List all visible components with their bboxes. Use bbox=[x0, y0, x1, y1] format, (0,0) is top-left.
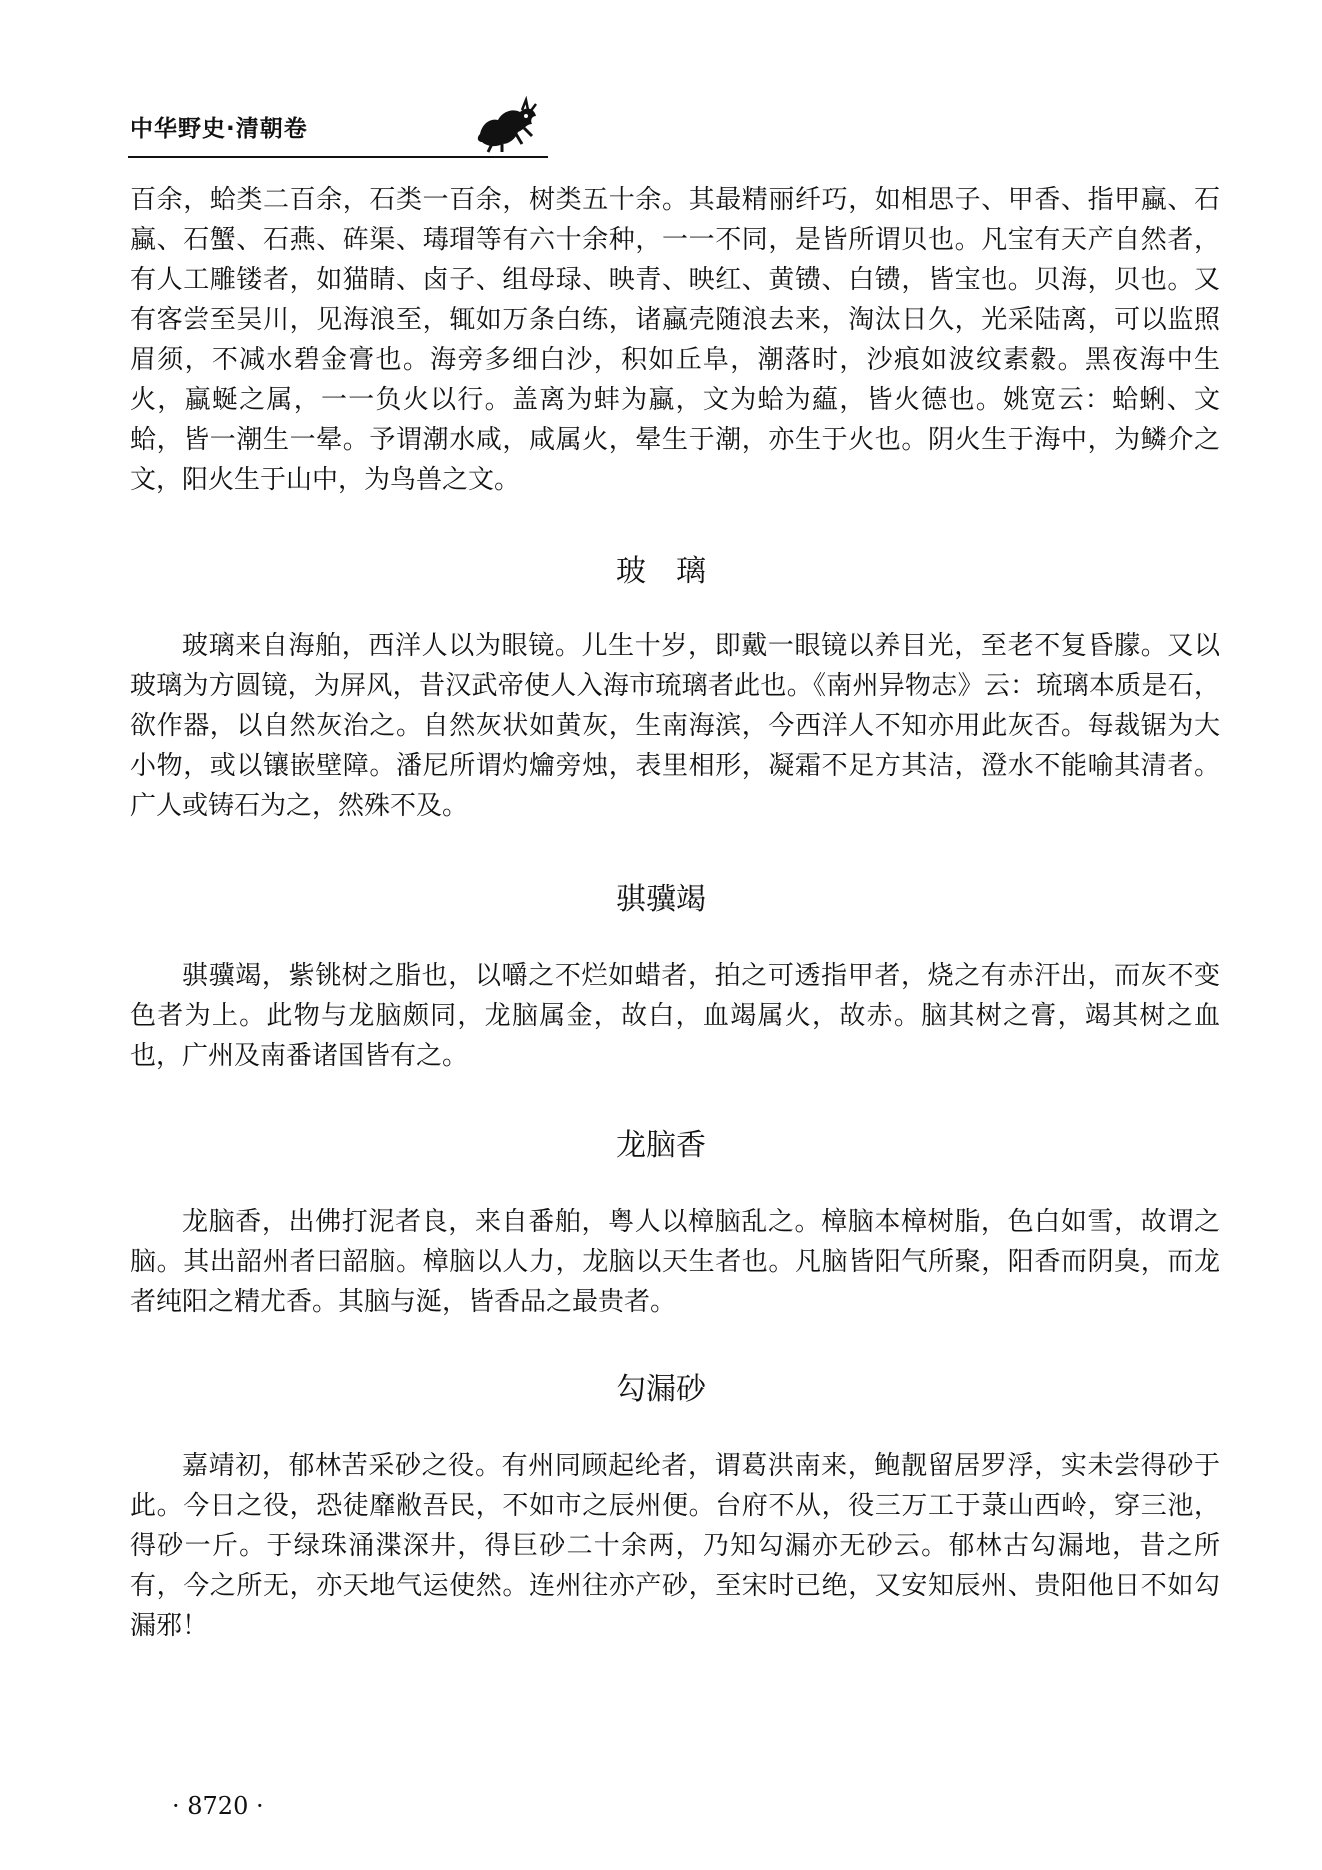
section-title-glass: 玻 璃 bbox=[616, 554, 706, 589]
section-text-dragons-blood: 骐骥竭，紫铫树之脂也，以嚼之不烂如蜡者，拍之可透指甲者，烧之有赤汗出，而灰不变色者为上。此物与龙脑颇同，龙脑属金，故白，血竭属火，故赤。脑其树之膏，竭其树之血也，广州及南番诸国皆有之。 bbox=[130, 961, 1220, 1071]
section-title-dragons-blood: 骐骥竭 bbox=[616, 882, 706, 917]
book-title: 中华野史·清朝卷 bbox=[130, 116, 308, 142]
section-text-borneol: 龙脑香，出佛打泥者良，来自番舶，粤人以樟脑乱之。樟脑本樟树脂，色白如雪，故谓之脑。其出韶州者曰韶脑。樟脑以人力，龙脑以天生者也。凡脑皆阳气所聚，阳香而阴臭，而龙者纯阳之精尤香。其脑与涎，皆香品之最贵者。 bbox=[130, 1207, 1220, 1317]
section-title-goulou-cinnabar: 勾漏砂 bbox=[616, 1372, 706, 1407]
intro-paragraph: 百余，蛤类二百余，石类一百余，树类五十余。其最精丽纤巧，如相思子、甲香、指甲蠃、石蠃、石蟹、石燕、砗渠、瑇瑁等有六十余种，一一不同，是皆所谓贝也。凡宝有天产自然者，有人工雕镂者，如猫睛、卤子、组母琭、映青、映红、黄镄、白镄，皆宝也。贝海，贝也。又有客尝至吴川，见海浪至，辄如万条白练，诸蠃壳随浪去来，淘汰日久，光采陆离，可以监照眉须，不减水碧金膏也。海旁多细白沙，积如丘阜，潮落时，沙痕如波纹素縠。黑夜海中生火，蠃蜒之属，一一负火以行。盖离为蚌为蠃，文为蛤为藴，皆火德也。姚宽云：蛤蜊、文蛤，皆一潮生一晕。予谓潮水咸，咸属火，晕生于潮，亦生于火也。阴火生于海中，为鳞介之文，阳火生于山中，为鸟兽之文。 bbox=[130, 185, 1220, 495]
dragon-emblem-icon bbox=[472, 94, 542, 154]
page-number: · 8720 · bbox=[172, 1792, 264, 1820]
header-rule bbox=[128, 156, 548, 158]
section-text-goulou-cinnabar: 嘉靖初，郁林苦采砂之役。有州同顾起纶者，谓葛洪南来，鲍靓留居罗浮，实未尝得砂于此。今日之役，恐徒靡敝吾民，不如市之辰州便。台府不从，役三万工于菉山西岭，穿三池，得砂一斤。于绿珠涌渫深井，得巨砂二十余两，乃知勾漏亦无砂云。郁林古勾漏地，昔之所有，今之所无，亦天地气运使然。连州往亦产砂，至宋时已绝，又安知辰州、贵阳他日不如勾漏邪！ bbox=[130, 1451, 1220, 1641]
section-text-glass: 玻璃来自海舶，西洋人以为眼镜。儿生十岁，即戴一眼镜以养目光，至老不复昏朦。又以玻璃为方圆镜，为屏风，昔汉武帝使人入海市琉璃者此也。《南州异物志》云：琉璃本质是石，欲作器，以自然灰治之。自然灰状如黄灰，生南海滨，今西洋人不知亦用此灰否。每裁锯为大小物，或以镶嵌壁障。潘尼所谓灼爚旁烛，表里相形，凝霜不足方其洁，澄水不能喻其清者。广人或铸石为之，然殊不及。 bbox=[130, 631, 1220, 821]
section-title-borneol: 龙脑香 bbox=[616, 1128, 706, 1163]
running-header bbox=[128, 96, 548, 156]
